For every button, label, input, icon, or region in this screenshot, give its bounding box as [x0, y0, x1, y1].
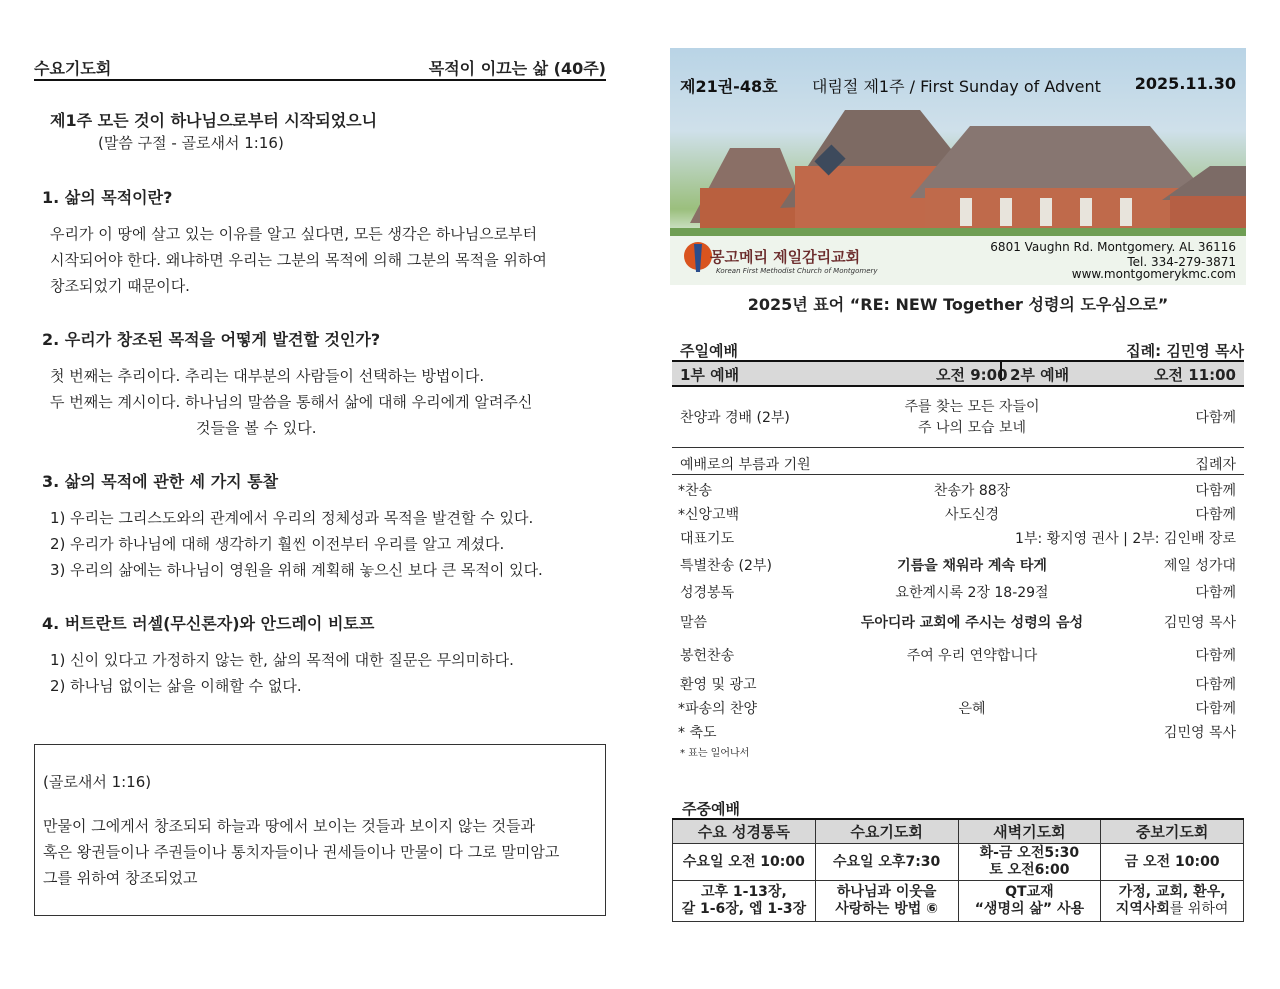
order-item: *찬송	[678, 483, 713, 499]
order-item: 환영 및 광고	[680, 677, 757, 693]
order-item: 특별찬송 (2부)	[680, 558, 772, 574]
cell-text: 지역사회	[1115, 901, 1170, 917]
occasion: 대림절 제1주 / First Sunday of Advent	[812, 77, 1101, 96]
section2-body	[50, 363, 532, 441]
order-who: 다함께	[1195, 585, 1236, 601]
table-cell	[958, 844, 1101, 881]
order-row	[672, 396, 1244, 436]
table-header: 중보기도회	[1101, 819, 1244, 844]
cell-line: 사랑하는 방법 ⑥	[835, 901, 938, 917]
section1-line: 우리가 이 땅에 살고 있는 이유를 알고 싶다면, 모든 생각은 하나님으로부터	[50, 225, 538, 243]
table-header-row	[673, 819, 1244, 844]
table-header: 새벽기도회	[958, 819, 1101, 844]
order-content: 찬송가 88장	[933, 483, 1011, 499]
cell-line: 하나님과 이웃을	[836, 884, 937, 900]
order-item: *신앙고백	[678, 507, 740, 523]
divider	[672, 447, 1244, 448]
order-who: 다함께	[1195, 648, 1236, 664]
order-item: * 축도	[678, 725, 717, 741]
section4-title: 4. 버트란트 러셀(무신론자)와 안드레이 비토프	[42, 614, 375, 633]
section1-body	[50, 221, 547, 299]
table-cell	[673, 881, 816, 922]
order-item: 대표기도	[680, 531, 735, 547]
church-banner	[670, 48, 1246, 285]
service-times-bar	[672, 360, 1244, 387]
order-content: 요한계시록 2장 18-29절	[895, 585, 1049, 601]
service1-time: 오전 9:00	[936, 366, 1008, 384]
cell-line: 고후 1-13장,	[700, 884, 787, 900]
order-who: 1부: 황지영 권사 | 2부: 김인배 장로	[1015, 531, 1236, 547]
order-content: 주를 찾는 모든 자들이	[904, 399, 1040, 415]
table-cell	[815, 881, 958, 922]
order-who: 다함께	[1195, 483, 1236, 499]
phone: Tel. 334-279-3871	[1127, 255, 1236, 269]
website: www.montgomerykmc.com	[1071, 267, 1236, 281]
order-item: 말씀	[680, 615, 708, 631]
section4-body	[50, 647, 514, 699]
order-content: 은혜	[958, 701, 986, 717]
service2-time: 오전 11:00	[1154, 366, 1236, 384]
cell-line: 갈 1-6장, 엡 1-3장	[681, 901, 807, 917]
section3-line: 3) 우리의 삶에는 하나님이 영원을 위해 계획해 놓으신 보다 큰 목적이 있다.	[50, 561, 543, 579]
section1-line: 창조되었기 때문이다.	[50, 277, 190, 295]
order-item: *파송의 찬양	[678, 701, 758, 717]
scripture-ref: (말씀 구절 - 골로새서 1:16)	[98, 134, 284, 152]
table-cell	[1101, 881, 1244, 922]
section3-line: 1) 우리는 그리스도와의 관계에서 우리의 정체성과 목적을 발견할 수 있다.	[50, 509, 534, 527]
header-right-title: 목적이 이끄는 삶 (40주)	[428, 59, 606, 78]
section3-title: 3. 삶의 목적에 관한 세 가지 통찰	[42, 472, 279, 491]
volume-number: 제21권-48호	[680, 77, 778, 96]
church-name: 몽고메리 제일감리교회	[710, 248, 861, 266]
section4-line: 2) 하나님 없이는 삶을 이해할 수 없다.	[50, 677, 302, 695]
cell-line: 가정, 교회, 환우,	[1118, 884, 1226, 900]
order-who: 다함께	[1195, 410, 1236, 426]
divider	[1000, 362, 1002, 381]
order-who: 다함께	[1195, 677, 1236, 693]
order-who: 다함께	[1195, 701, 1236, 717]
table-cell: 수요일 오후7:30	[815, 844, 958, 881]
service1-label: 1부 예배	[680, 366, 740, 384]
week-title: 제1주 모든 것이 하나님으로부터 시작되었으니	[50, 111, 378, 130]
order-content: 사도신경	[944, 507, 1000, 523]
table-header: 수요기도회	[815, 819, 958, 844]
order-who: 집례자	[1195, 457, 1236, 473]
order-content: 주여 우리 연약합니다	[906, 648, 1038, 664]
cell-line: “생명의 삶” 사용	[974, 901, 1085, 917]
section4-line: 1) 신이 있다고 가정하지 않는 한, 삶의 목적에 대한 질문은 무의미하다.	[50, 651, 514, 669]
verse-box	[34, 744, 606, 916]
section2-title: 2. 우리가 창조된 목적을 어떻게 발견할 것인가?	[42, 330, 381, 349]
section3-line: 2) 우리가 하나님에 대해 생각하기 훨씬 이전부터 우리를 알고 계셨다.	[50, 535, 505, 553]
order-item: 성경봉독	[680, 585, 735, 601]
church-name-en: Korean First Methodist Church of Montgomery	[716, 267, 878, 275]
address: 6801 Vaughn Rd. Montgomery. AL 36116	[990, 240, 1236, 254]
table-cell	[958, 881, 1101, 922]
order-item: 예배로의 부름과 기원	[680, 457, 811, 473]
service2-label: 2부 예배	[1010, 366, 1070, 384]
table-row	[673, 844, 1244, 881]
order-who: 제일 성가대	[1163, 558, 1236, 574]
table-header: 수요 성경통독	[673, 819, 816, 844]
order-who: 다함께	[1195, 507, 1236, 523]
worship-leader: 집례: 김민영 목사	[1126, 342, 1244, 360]
verse-line: 혹은 왕권들이나 주권들이나 통치자들이나 권세들이나 만물이 다 그로 말미암고	[43, 843, 560, 861]
verse-body	[43, 813, 598, 891]
section1-title: 1. 삶의 목적이란?	[42, 188, 173, 207]
order-content: 두아디라 교회에 주시는 성령의 음성	[860, 615, 1084, 631]
cell-line: 화-금 오전5:30	[979, 845, 1080, 861]
order-who: 김민영 목사	[1163, 615, 1236, 631]
bulletin-date: 2025.11.30	[1134, 74, 1236, 93]
left-header	[34, 52, 606, 81]
standing-note: * 표는 일어나서	[680, 748, 750, 759]
table-row	[673, 881, 1244, 922]
cell-line: 토 오전6:00	[989, 862, 1070, 878]
header-left-title: 수요기도회	[34, 59, 112, 78]
section2-line: 두 번째는 계시이다. 하나님의 말씀을 통해서 삶에 대해 우리에게 알려주신	[50, 393, 533, 411]
order-item: 봉헌찬송	[680, 648, 735, 664]
verse-line: 그를 위하여 창조되었고	[43, 869, 198, 887]
worship-title: 주일예배	[680, 342, 738, 360]
table-cell: 금 오전 10:00	[1101, 844, 1244, 881]
section2-line: 첫 번째는 추리이다. 추리는 대부분의 사람들이 선택하는 방법이다.	[50, 367, 485, 385]
section3-body	[50, 505, 543, 583]
section2-line: 것들을 볼 수 있다.	[196, 419, 317, 437]
section1-line: 시작되어야 한다. 왜냐하면 우리는 그분의 목적에 의해 그분의 목적을 위하여	[50, 251, 547, 269]
verse-line: 만물이 그에게서 창조되되 하늘과 땅에서 보이는 것들과 보이지 않는 것들과	[43, 817, 536, 835]
year-motto: 2025년 표어 “RE: NEW Together 성령의 도우심으로”	[747, 295, 1169, 314]
cell-line: QT교재	[1005, 884, 1054, 900]
order-content: 기름을 채워라 계속 타게	[897, 558, 1047, 574]
table-cell: 수요일 오전 10:00	[673, 844, 816, 881]
weekday-table	[672, 818, 1244, 922]
weekday-title: 주중예배	[682, 800, 740, 818]
cell-text: 를 위하여	[1169, 901, 1229, 917]
divider	[672, 474, 1244, 475]
verse-ref: (골로새서 1:16)	[43, 773, 152, 791]
cell-line	[1102, 901, 1242, 918]
order-who: 김민영 목사	[1163, 725, 1236, 741]
order-content: 주 나의 모습 보네	[917, 420, 1027, 436]
order-item: 찬양과 경배 (2부)	[680, 410, 790, 426]
